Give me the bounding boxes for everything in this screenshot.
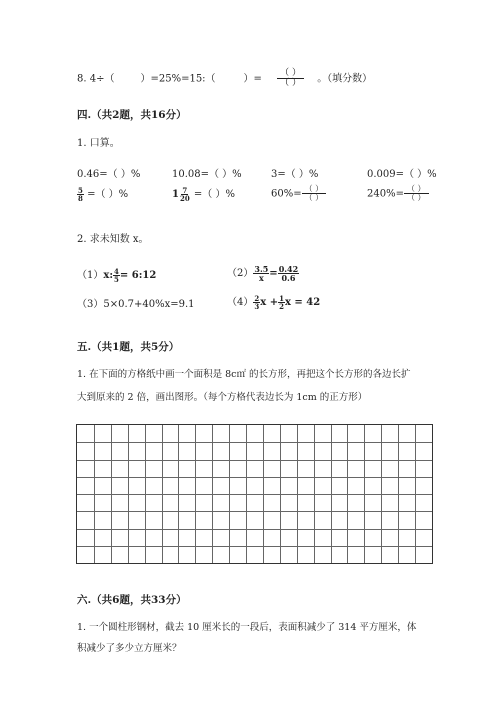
section6-q1-line1: 1. 一个圆柱形钢材，截去 10 厘米长的一段后，表面积减少了 314 平方厘米，体 — [77, 622, 417, 633]
grid-horizontal-line — [77, 477, 432, 478]
oral-calc-r1c4: 0.009=（ ）% — [367, 169, 437, 180]
grid-horizontal-line — [77, 529, 432, 530]
section5-title: 五.（共1题，共5分） — [77, 341, 180, 353]
fraction: $\frac{7}{20}$ — [179, 186, 190, 203]
oral-calc-r2c2: 1 $\frac{7}{20}$ =（ ）% — [172, 186, 235, 203]
fraction-blank: $\frac{( )}{( )}$ — [404, 185, 429, 203]
q8-mid1: ）=25%=15:（ — [140, 73, 216, 85]
q8-prefix: 8. 4÷（ — [77, 73, 115, 85]
section6-title: 六.（共6题，共33分） — [77, 594, 187, 606]
oral-calc-r2c4: 240%= $\frac{( )}{( )}$ — [367, 185, 429, 203]
grid-horizontal-line — [77, 546, 432, 547]
section4-q2-title: 2. 求未知数 x。 — [77, 234, 149, 245]
oral-calc-r1c3: 3=（ ）% — [271, 169, 319, 180]
equation-3: （3）5×0.7+40%x=9.1 — [77, 299, 195, 310]
equation-1: （1）x: $\frac{4}{5}$ = 6:12 — [77, 267, 157, 284]
grid-horizontal-line — [77, 494, 432, 495]
equation-4: （4） $\frac{2}{3}$ x + $\frac{1}{2}$ x = 42 — [227, 294, 321, 311]
grid-horizontal-line — [77, 460, 432, 461]
q8-frac-bottom: （ ） — [280, 78, 301, 89]
fraction: $\frac{5}{8}$ — [78, 186, 83, 203]
oral-calc-r1c2: 10.08=（ ）% — [172, 169, 242, 180]
question-8 — [77, 69, 372, 89]
grid-horizontal-line — [77, 511, 432, 512]
oral-calc-r2c3: 60%= $\frac{( )}{( )}$ — [271, 185, 326, 203]
oral-calc-r2c1: $\frac{5}{8}$ =（ ）% — [78, 186, 129, 203]
section5-q1-line1: 1. 在下面的方格纸中画一个面积是 8c㎡ 的长方形，再把这个长方形的各边长扩 — [77, 369, 411, 380]
section4-title: 四.（共2题，共16分） — [77, 109, 187, 121]
q8-frac-top: （ ） — [277, 69, 304, 79]
section6-q1-line2: 积减少了多少立方厘米？ — [77, 643, 182, 654]
oral-calc-r1c1: 0.46=（ ）% — [77, 169, 141, 180]
section4-q1-title: 1. 口算。 — [77, 138, 120, 149]
section5-q1-line2: 大到原来的 2 倍，画出图形。（每个方格代表边长为 1cm 的正方形） — [77, 392, 368, 403]
grid-horizontal-line — [77, 442, 432, 443]
fraction-blank: $\frac{( )}{( )}$ — [302, 185, 327, 203]
square-grid-paper[interactable] — [76, 424, 433, 564]
equation-2: （2） $\frac{3.5}{x}$ = $\frac{0.42}{0.6}$ — [227, 264, 299, 283]
q8-fraction-blank — [277, 69, 304, 89]
q8-mid2: ）= — [243, 73, 262, 85]
q8-suffix: 。（填分数） — [317, 73, 373, 85]
